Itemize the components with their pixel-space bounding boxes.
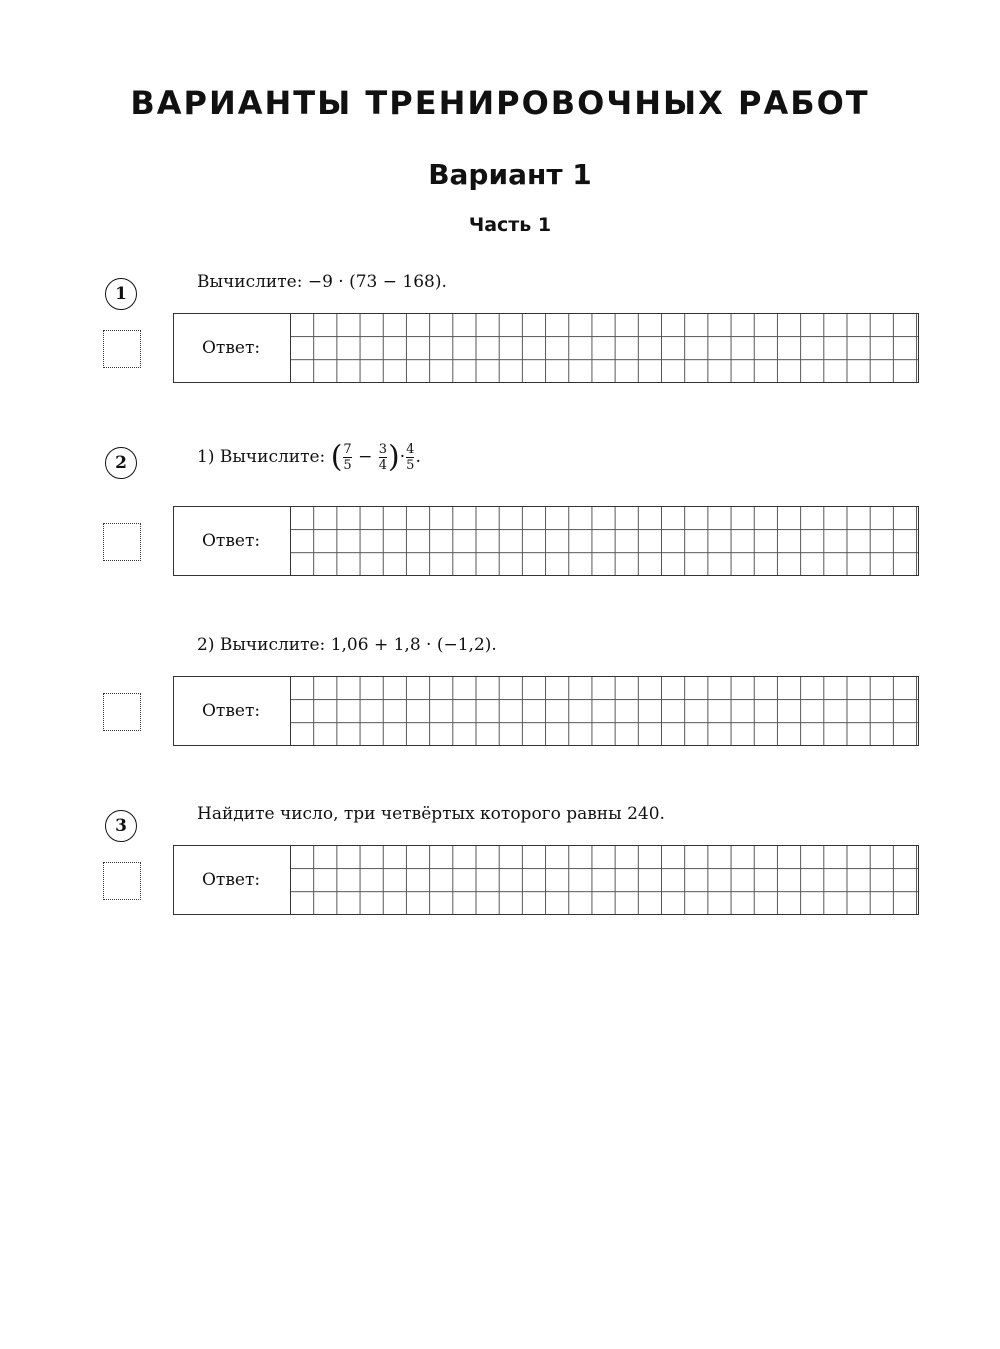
score-box-3[interactable]: [103, 862, 141, 900]
answer-grid-3[interactable]: [290, 846, 918, 914]
score-box-2-1[interactable]: [103, 523, 141, 561]
task-2-2-text: 2) Вычислите: 1,06 + 1,8 · (−1,2).: [197, 635, 497, 655]
score-box-2-2[interactable]: [103, 693, 141, 731]
task-2-1-text: [197, 439, 421, 475]
part-title: Часть 1: [468, 214, 552, 236]
answer-grid-2-2[interactable]: [290, 677, 918, 745]
task-3-text: Найдите число, три четвёртых которого равны 240.: [197, 804, 665, 824]
page-title: ВАРИАНТЫ ТРЕНИРОВОЧНЫХ РАБОТ: [130, 84, 870, 122]
task-number-3: 3: [105, 810, 137, 842]
answer-label: Ответ:: [202, 531, 261, 551]
answer-grid-2-1[interactable]: [290, 507, 918, 575]
answer-box-1: [173, 313, 919, 383]
period: .: [415, 447, 421, 467]
answer-grid-1[interactable]: [290, 314, 918, 382]
task-2-1-prefix: 1) Вычислите:: [197, 447, 326, 467]
fraction-3-4: $\frac{3}{4}$: [378, 442, 388, 473]
left-paren: (: [330, 439, 343, 475]
answer-label: Ответ:: [202, 870, 261, 890]
right-paren: ): [388, 439, 400, 475]
fraction-4-5: $\frac{4}{5}$: [406, 442, 415, 473]
fraction-7-5: $\frac{7}{5}$: [343, 442, 352, 473]
answer-label: Ответ:: [202, 701, 261, 721]
answer-box-2-2: [173, 676, 919, 746]
answer-label: Ответ:: [202, 338, 261, 358]
task-number-2: 2: [105, 447, 137, 479]
task-1-text: Вычислите: −9 · (73 − 168).: [197, 272, 447, 292]
task-number-1: 1: [105, 278, 137, 310]
answer-box-3: [173, 845, 919, 915]
answer-box-2-1: [173, 506, 919, 576]
minus-sign: −: [358, 447, 373, 467]
dot-sign: ·: [399, 447, 406, 467]
variant-title: Вариант 1: [428, 158, 592, 191]
score-box-1[interactable]: [103, 330, 141, 368]
